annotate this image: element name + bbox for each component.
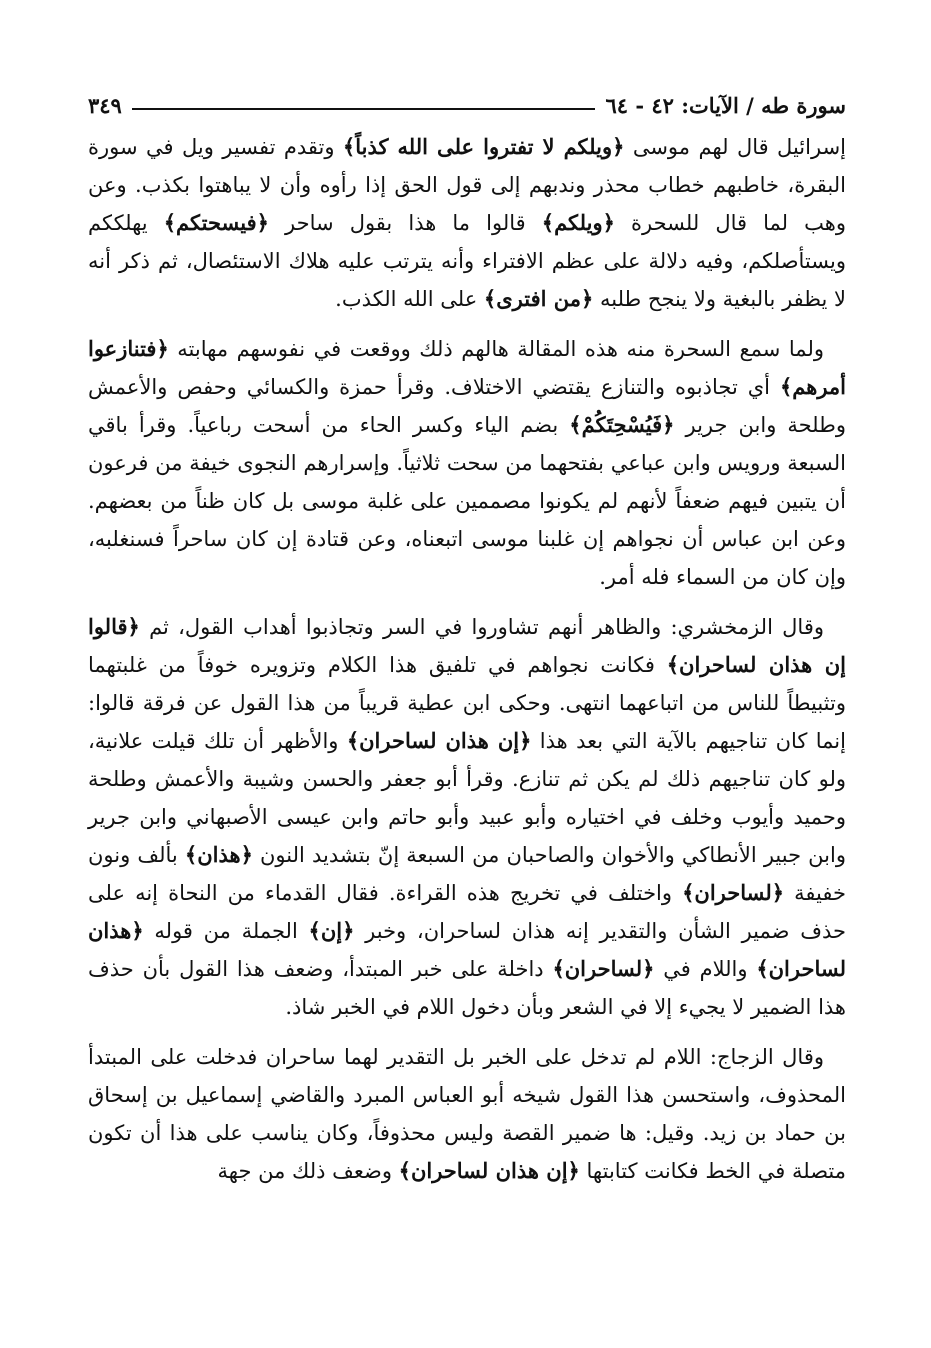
text-segment: يهلككم ويستأصلكم، وفيه دلالة على عظم الافتراء وأنه يترتب عليه هلاك الاستئصال، ثم ذكر أنه لا يظفر بالبغية ولا ينجح طلبه [88, 211, 846, 311]
quran-quote: ﴿إن هذان لساحران﴾ [398, 1158, 580, 1183]
quran-quote: ﴿هذان﴾ [184, 842, 253, 867]
text-segment: واختلف في تخريج هذه القراءة. فقال القدماء من النحاة إنه على حذف ضمير الشأن والتقدير إنه هذان لساحران، وخبر [88, 881, 846, 943]
text-segment: ولما سمع السحرة منه هذه المقالة هالهم ذلك ووقعت في نفوسهم مهابته [168, 337, 824, 361]
quran-quote: ﴿فتنازعوا أمرهم﴾ [88, 336, 846, 399]
header-rule [132, 108, 596, 110]
text-segment: وقال الزجاج: اللام لم تدخل على الخبر بل التقدير لهما ساحران فدخلت على المبتدأ المحذوف، واستحسن هذا القول شيخه أبو العباس المبرد والقاضي إسماعيل بن إسحاق بن حماد بن زيد. وقيل: ها ضمير القصة وليس محذوفاً، وكان يناسب على هذا أن تكون متصلة في الخط فكانت كتابتها [88, 1045, 846, 1183]
quran-quote: ﴿ويلكم﴾ [541, 210, 615, 235]
text-segment: بضم الياء وكسر الحاء من أسحت رباعياً. وقرأ باقي السبعة ورويس وابن عباعي بفتحهما من سحت ثلاثياً. وإسرارهم النجوى خيفة من فرعون أن يتبين فيهم ضعفاً لأنهم لم يكونوا مصممين على غلبة موسى بل كان ظناً من بعضهم. وعن ابن عباس أن نجواهم إن غلبنا موسى اتبعناه، وعن قتادة إن كان ساحراً فسنغلبه، وإن كان من السماء فله أمر. [88, 413, 846, 589]
text-segment: فكانت نجواهم في تلفيق هذا الكلام وتزويره خوفاً من غلبتهما وتثبيطاً للناس من اتباعهما انتهى. وحكى ابن عطية قريباً من هذا القول عن فرقة قالوا: إنما كان تناجيهم بالآية التي بعد هذا [88, 653, 846, 753]
text-segment: قالوا ما هذا بقول ساحر [268, 211, 542, 235]
quran-quote: ﴿إن﴾ [308, 918, 355, 943]
text-segment: وضعف ذلك من جهة [217, 1159, 399, 1183]
page-header [88, 78, 846, 118]
paragraph-4 [88, 1038, 846, 1190]
quran-quote: ﴿إن هذان لساحران﴾ [346, 728, 532, 753]
quran-quote: ﴿هذان لساحران﴾ [88, 918, 846, 981]
text-segment: إسرائيل قال لهم موسى [624, 135, 846, 159]
running-title: سورة طه / الآيات: ٤٢ - ٦٤ [605, 93, 846, 118]
text-segment: داخلة على خبر المبتدأ، وضعف هذا القول بأن حذف هذا الضمير لا يجيء إلا في الشعر وبأن دخول اللام في الخبر شاذ. [88, 957, 846, 1019]
quran-quote: ﴿لساحران﴾ [552, 956, 655, 981]
text-segment: أي تجاذبوه والتنازع يقتضي الاختلاف. وقرأ حمزة والكسائي وحفص والأعمش وطلحة وابن جرير [88, 375, 846, 437]
quran-quote: ﴿فَيُسْحِتَكُمْ﴾ [569, 412, 675, 437]
paragraph-3 [88, 608, 846, 1026]
text-segment: الجملة من قوله [143, 919, 309, 943]
text-segment: على الله الكذب. [335, 287, 484, 311]
paragraph-1 [88, 128, 846, 318]
text-segment: وتقدم تفسير ويل في سورة البقرة، خاطبهم خطاب محذر وندبهم إلى قول الحق إذا رأوه وأن لا يباهتوا بكذب. وعن وهب لما قال للسحرة [88, 135, 846, 235]
text-segment: وقال الزمخشري: والظاهر أنهم تشاوروا في السر وتجاذبوا أهداب القول، ثم [139, 615, 824, 639]
quran-quote: ﴿من افترى﴾ [483, 286, 594, 311]
quran-quote: ﴿ويلكم لا تفتروا على الله كذباً﴾ [342, 134, 625, 159]
quran-quote: ﴿لساحران﴾ [682, 880, 785, 905]
body-text [88, 128, 846, 1202]
text-segment: بألف ونون خفيفة [88, 843, 846, 905]
quran-quote: ﴿فيسحتكم﴾ [163, 210, 269, 235]
page-number: ٣٤٩ [88, 93, 122, 118]
text-segment: والأظهر أن تلك قيلت علانية، ولو كان تناجيهم ذلك لم يكن ثم تنازع. وقرأ أبو جعفر والحسن وشيبة والأعمش وطلحة وحميد وأيوب وخلف في اختياره وأبو عبيد وأبو حاتم وابن عيسى الأصبهاني وابن جرير وابن جبير الأنطاكي والأخوان والصاحبان من السبعة إنّ بتشديد النون [88, 729, 846, 867]
text-segment: واللام في [654, 957, 757, 981]
quran-quote: ﴿قالوا إن هذان لساحران﴾ [88, 614, 846, 677]
paragraph-2 [88, 330, 846, 596]
